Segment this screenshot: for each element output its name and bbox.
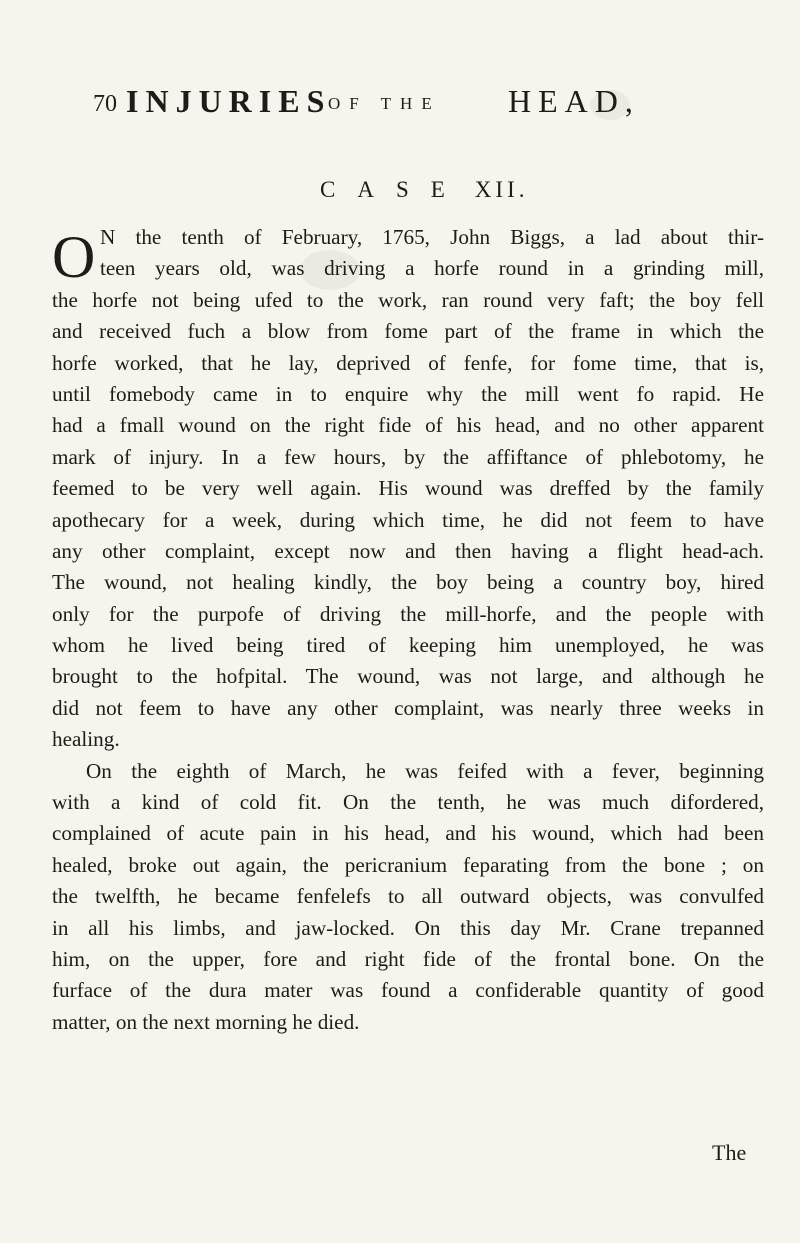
text-line: mark of injury. In a few hours, by the affiftance of phlebotomy, he: [52, 444, 764, 469]
drop-cap: O: [52, 224, 96, 290]
running-head: [93, 83, 733, 123]
text-line: healing.: [52, 727, 120, 752]
catchword: The: [712, 1140, 747, 1165]
text-line: matter, on the next morning he died.: [52, 1009, 360, 1034]
text-line: only for the purpofe of driving the mill-horfe, and the people with: [52, 601, 764, 626]
text-line: until fomebody came in to enquire why the mill went fo rapid. He: [52, 381, 764, 406]
text-line: teen years old, was driving a horfe round in a grinding mill,: [100, 256, 764, 281]
text-line: in all his limbs, and jaw-locked. On this day Mr. Crane trepanned: [52, 915, 764, 940]
paragraph-1: [52, 222, 764, 756]
case-word: CASE: [320, 177, 467, 202]
text-line: did not feem to have any other complaint, was nearly three weeks in: [52, 695, 764, 720]
text-line: the twelfth, he became fenfelefs to all outward objects, was convulfed: [52, 884, 764, 909]
text-line: and received fuch a blow from fome part of the frame in which the: [52, 319, 764, 344]
text-line: had a fmall wound on the right fide of his head, and no other apparent: [52, 413, 764, 438]
text-line: feemed to be very well again. His wound was dreffed by the family: [52, 476, 764, 501]
body-text: [52, 222, 764, 1038]
text-line: complained of acute pain in his head, and his wound, which had been: [52, 821, 764, 846]
text-line: brought to the hofpital. The wound, was not large, and although he: [52, 664, 764, 689]
text-line: horfe worked, that he lay, deprived of fenfe, for fome time, that is,: [52, 350, 764, 375]
text-line: On the eighth of March, he was feifed with a fever, beginning: [86, 758, 764, 783]
paragraph-2: [52, 756, 764, 1039]
text-line: any other complaint, except now and then having a flight head-ach.: [52, 538, 764, 563]
case-heading: [320, 177, 528, 203]
running-head-title-end: HEAD,: [508, 83, 640, 119]
text-line: healed, broke out again, the pericranium feparating from the bone ; on: [52, 852, 764, 877]
text-line: whom he lived being tired of keeping him unemployed, he was: [52, 633, 764, 658]
text-line: furface of the dura mater was found a confiderable quantity of good: [52, 978, 764, 1003]
text-line: N the tenth of February, 1765, John Biggs, a lad about thir-: [100, 225, 764, 249]
page-number: 70: [93, 91, 117, 117]
text-line: apothecary for a week, during which time, he did not feem to have: [52, 507, 764, 532]
text-line: The wound, not healing kindly, the boy being a country boy, hired: [52, 570, 764, 595]
running-head-connector: OF THE: [328, 94, 441, 113]
case-number: XII.: [474, 177, 529, 202]
text-line: him, on the upper, fore and right fide of the frontal bone. On the: [52, 946, 764, 971]
text-line: the horfe not being ufed to the work, ran round very faft; the boy fell: [52, 287, 764, 312]
text-line: with a kind of cold fit. On the tenth, he was much difordered,: [52, 790, 764, 815]
running-head-title: INJURIES: [126, 83, 332, 119]
